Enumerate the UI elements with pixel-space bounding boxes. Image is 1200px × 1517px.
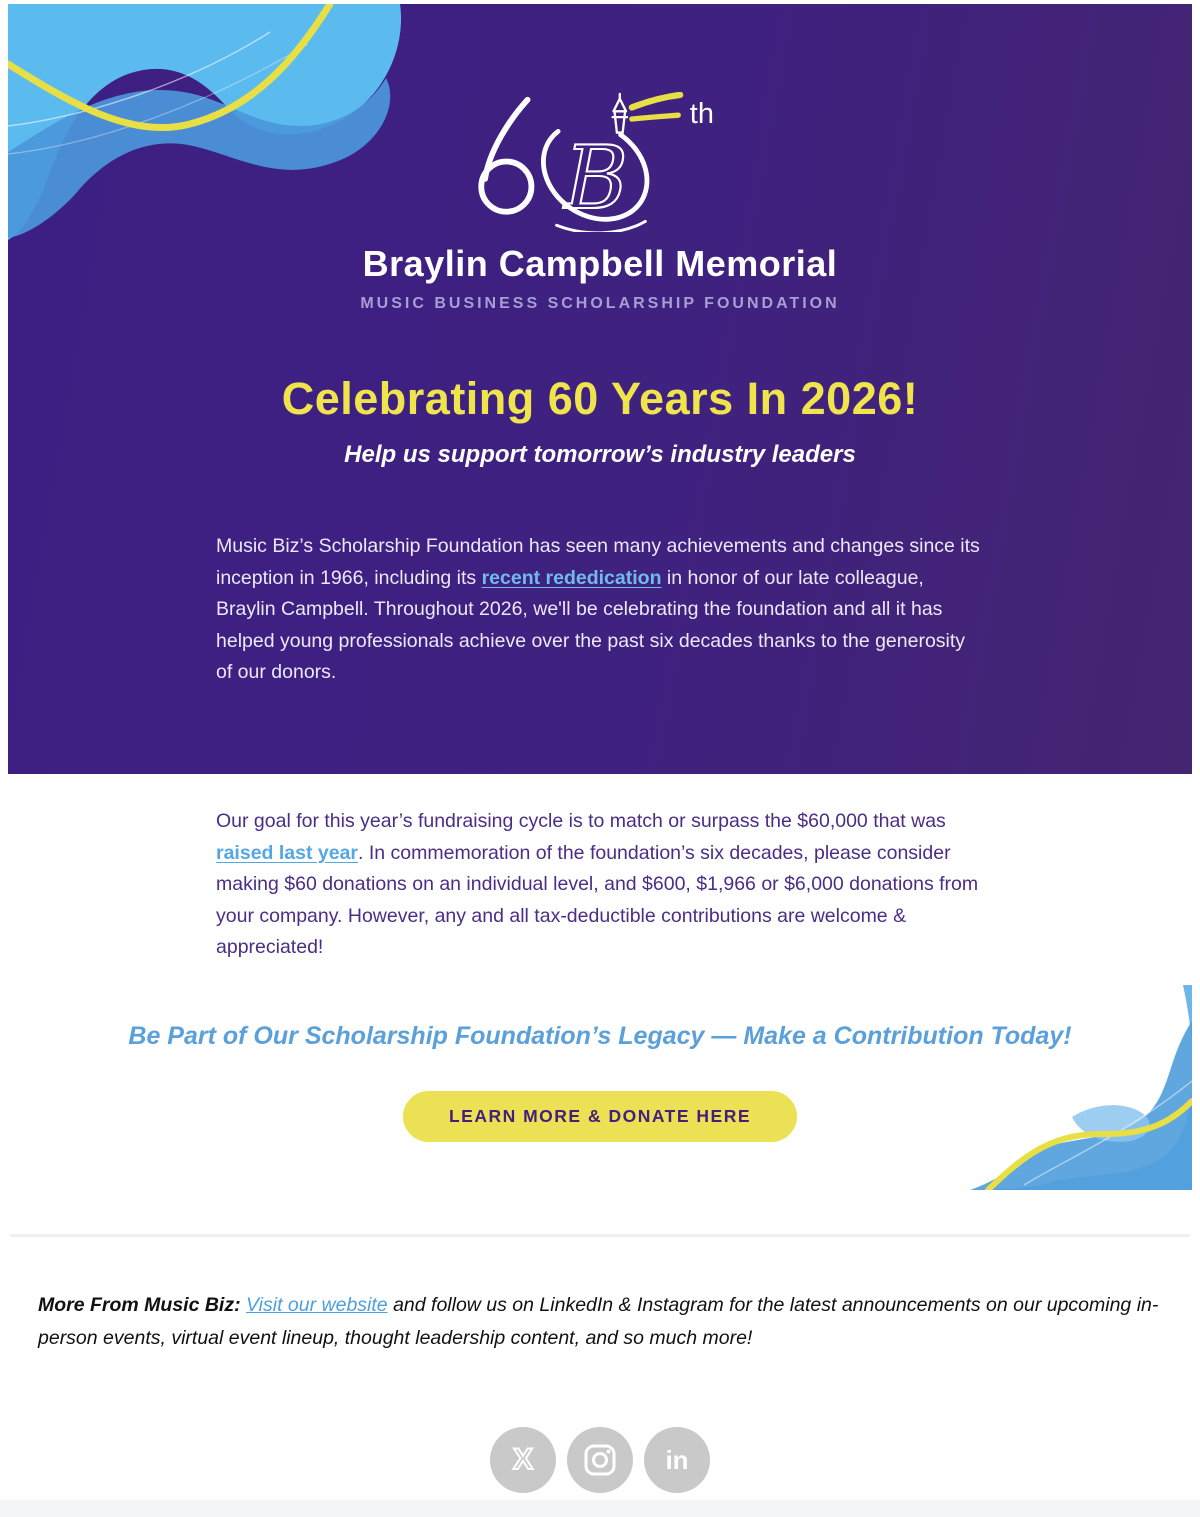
svg-text:in: in [665, 1444, 689, 1475]
anniversary-logo [465, 92, 735, 232]
hero-paragraph-before: Music Biz’s Scholarship Foundation has seen many achievements and changes since its inception in 1966, including its [216, 535, 980, 589]
footer-lead: More From Music Biz: [38, 1294, 247, 1316]
script-b-glyph: B [564, 127, 629, 229]
donate-button[interactable]: LEARN MORE & DONATE HERE [403, 1091, 797, 1142]
goal-paragraph-after: . In commemoration of the foundation’s six decades, please consider making $60 donations on an individual level, and $600, $1,966 or $6,000 donations from your company. However, any and all tax-deductible contributions are welcome & appreciated! [216, 841, 979, 959]
button-row [8, 1091, 1192, 1142]
cta-line: Be Part of Our Scholarship Foundation’s Legacy — Make a Contribution Today! [128, 1021, 1072, 1050]
lighthouse-icon [613, 94, 627, 133]
brand-subtitle: MUSIC BUSINESS SCHOLARSHIP FOUNDATION [360, 295, 840, 312]
decorative-blob-bottom-right [964, 985, 1192, 1190]
hero-headline: Celebrating 60 Years In 2026! [281, 373, 919, 424]
x-twitter-button[interactable] [490, 1427, 556, 1493]
brand-title: Braylin Campbell Memorial [362, 243, 838, 284]
hero-subheadline: Help us support tomorrow’s industry leaders [344, 441, 856, 468]
hero-section [8, 4, 1192, 774]
footer-after: and follow us on LinkedIn & Instagram for the latest announcements on our upcoming in-person events, virtual event lineup, thought leadership content, and so much more! [38, 1294, 1159, 1349]
linkedin-icon [659, 1442, 695, 1478]
svg-text:X: X [512, 1442, 534, 1476]
digit-six-glyph [481, 100, 531, 212]
goal-paragraph-before: Our goal for this year’s fundraising cycle is to match or surpass the $60,000 that was [216, 810, 946, 832]
bottom-strip [0, 1500, 1200, 1517]
footer-text [0, 1237, 1200, 1355]
light-beams-icon [632, 95, 680, 119]
recent-rededication-link[interactable]: recent rededication [481, 566, 662, 589]
contribution-section [8, 774, 1192, 1234]
instagram-button[interactable] [567, 1427, 633, 1493]
social-row [0, 1427, 1200, 1493]
goal-paragraph [216, 774, 984, 964]
hero-paragraph [216, 531, 984, 689]
raised-last-year-link[interactable]: raised last year [216, 841, 359, 864]
visit-website-link[interactable]: Visit our website [246, 1294, 388, 1316]
logo-suffix: th [689, 97, 714, 130]
x-twitter-icon [506, 1443, 540, 1477]
instagram-icon [582, 1442, 618, 1478]
hero-paragraph-after: in honor of our late colleague, Braylin Campbell. Throughout 2026, we'll be celebrating the foundation and all it has helped young professionals achieve over the past six decades thanks to the generosity of our donors. [216, 566, 966, 684]
linkedin-button[interactable] [644, 1427, 710, 1493]
